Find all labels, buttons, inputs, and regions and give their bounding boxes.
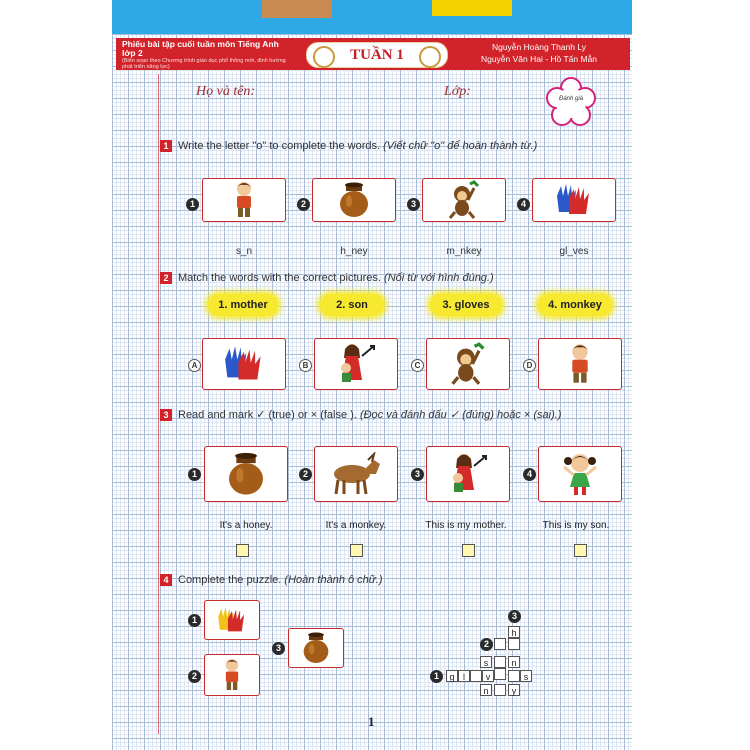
section-3-heading	[160, 408, 561, 421]
section-number: 1	[160, 140, 172, 152]
monkey-icon	[444, 180, 484, 220]
boy-icon	[217, 657, 247, 693]
ex1-picture-honey	[312, 178, 396, 222]
ex3-number: 2	[299, 468, 312, 481]
ex2-picture-gloves	[202, 338, 286, 390]
ex2-letter: A	[188, 359, 201, 372]
ex3-checkbox[interactable]	[350, 544, 363, 557]
ex1-number: 3	[407, 198, 420, 211]
ex1-word: gl_ves	[559, 246, 589, 257]
ex3-picture-honey	[204, 446, 288, 502]
author-line-1: Nguyễn Hoàng Thanh Ly	[491, 42, 587, 52]
ex2-picture-boy	[538, 338, 622, 390]
section-4-heading	[160, 574, 383, 586]
puzzle-cell[interactable]: g	[446, 670, 458, 682]
section-instruction-vn: (Nối từ với hình đúng.)	[384, 272, 494, 284]
monkey-icon	[446, 342, 490, 386]
ex3-sentence: This is my mother.	[425, 520, 507, 531]
author-line-2: Nguyễn Văn Hai - Hồ Tấn Mẫn	[480, 54, 598, 64]
page-number: 1	[368, 714, 375, 729]
puzzle-clue-number: 3	[508, 610, 521, 623]
ex4-number: 3	[272, 642, 285, 655]
ex2-letter: C	[411, 359, 424, 372]
header-authors	[454, 41, 624, 65]
evaluation-label: Đánh giá	[558, 96, 584, 102]
ex1-picture-monkey	[422, 178, 506, 222]
ex1-number: 1	[186, 198, 199, 211]
ex3-checkbox[interactable]	[462, 544, 475, 557]
ex3-number: 1	[188, 468, 201, 481]
ex2-picture-monkey	[426, 338, 510, 390]
ex4-picture-gloves	[204, 600, 260, 640]
honey-pot-icon	[301, 631, 331, 665]
book-cover-strip	[112, 0, 632, 36]
header-title: Phiếu bài tập cuối tuần môn Tiếng Anh lớp 2	[122, 39, 279, 58]
ex2-word-chip: 1. mother	[208, 294, 278, 316]
ex1-word: h_ney	[340, 246, 368, 257]
ex2-word-chip: 4. monkey	[538, 294, 612, 316]
ex3-number: 3	[411, 468, 424, 481]
section-instruction-vn: (Hoàn thành ô chữ.)	[284, 574, 383, 586]
gloves-icon	[215, 605, 249, 635]
ex3-picture-girl	[538, 446, 622, 502]
puzzle-clue-number: 2	[480, 638, 493, 651]
section-instruction: Read and mark ✓ (true) or × (false ).	[178, 409, 357, 421]
cover-block-yellow	[432, 0, 512, 16]
ex3-picture-mother	[426, 446, 510, 502]
week-title: TUẦN 1	[350, 47, 404, 63]
ex1-word: s_n	[235, 246, 253, 257]
puzzle-cell[interactable]	[494, 684, 506, 696]
boy-icon	[227, 180, 261, 220]
puzzle-cell[interactable]	[494, 668, 506, 680]
ex2-picture-mother	[314, 338, 398, 390]
section-instruction-vn: (Đọc và đánh dấu ✓ (đúng) hoặc × (sai).)	[359, 409, 562, 421]
section-1-heading	[160, 140, 537, 152]
ex4-picture-honey	[288, 628, 344, 668]
ex3-sentence: It's a honey.	[219, 520, 273, 531]
section-instruction-vn: (Viết chữ "o" để hoàn thành từ.)	[383, 140, 538, 152]
section-2-heading	[160, 272, 494, 284]
puzzle-cell[interactable]: n	[480, 684, 492, 696]
ex1-number: 2	[297, 198, 310, 211]
ex4-picture-boy	[204, 654, 260, 696]
worksheet-page	[112, 34, 632, 750]
gloves-icon	[553, 182, 595, 218]
ex1-number: 4	[517, 198, 530, 211]
ex2-word-chip: 3. gloves	[430, 294, 502, 316]
ex3-checkbox[interactable]	[236, 544, 249, 557]
evaluation-flower-icon	[544, 76, 598, 130]
puzzle-cell[interactable]: y	[508, 684, 520, 696]
ex4-number: 2	[188, 670, 201, 683]
section-number: 3	[160, 409, 172, 421]
header-left	[122, 40, 294, 70]
section-number: 4	[160, 574, 172, 586]
margin-line	[158, 74, 159, 734]
ex3-checkbox[interactable]	[574, 544, 587, 557]
puzzle-cell[interactable]	[508, 670, 520, 682]
gloves-icon	[220, 344, 268, 384]
puzzle-cell[interactable]	[470, 670, 482, 682]
puzzle-cell[interactable]: v	[482, 670, 494, 682]
name-label: Họ và tên:	[196, 84, 256, 99]
goat-icon	[324, 452, 388, 496]
puzzle-cell[interactable]: l	[458, 670, 470, 682]
ornament-right-icon	[419, 46, 441, 68]
section-instruction: Match the words with the correct pictures.	[178, 272, 381, 284]
ex2-word-chip: 2. son	[320, 294, 384, 316]
ex1-word: m_nkey	[446, 246, 482, 257]
puzzle-cell[interactable]: h	[508, 626, 520, 638]
honey-pot-icon	[337, 181, 371, 219]
puzzle-clue-number: 1	[430, 670, 443, 683]
mother-child-icon	[334, 342, 378, 386]
ex3-sentence: This is my son.	[542, 520, 610, 531]
puzzle-cell[interactable]: s	[520, 670, 532, 682]
puzzle-cell[interactable]	[494, 638, 506, 650]
cover-block-brown	[262, 0, 332, 18]
ex3-sentence: It's a monkey.	[325, 520, 387, 531]
puzzle-cell[interactable]: s	[480, 656, 492, 668]
boy-icon	[561, 342, 599, 386]
girl-icon	[560, 451, 600, 497]
ex4-number: 1	[188, 614, 201, 627]
worksheet-header	[116, 38, 630, 70]
ex1-picture-gloves	[532, 178, 616, 222]
puzzle-cell[interactable]	[494, 656, 506, 668]
section-instruction: Complete the puzzle.	[178, 574, 282, 586]
ornament-left-icon	[313, 46, 335, 68]
puzzle-cell[interactable]	[508, 638, 520, 650]
ex1-picture-boy	[202, 178, 286, 222]
class-label: Lớp:	[444, 84, 471, 99]
ex2-letter: B	[299, 359, 312, 372]
section-number: 2	[160, 272, 172, 284]
week-title-box	[306, 42, 448, 68]
puzzle-cell[interactable]: n	[508, 656, 520, 668]
ex3-picture-goat	[314, 446, 398, 502]
ex3-number: 4	[523, 468, 536, 481]
section-instruction: Write the letter "o" to complete the words.	[178, 140, 381, 152]
honey-pot-icon	[224, 451, 268, 497]
header-subtitle: (Biên soạn theo Chương trình giáo dục phổ thông mới, định hướng phát triển năng lực)	[122, 58, 286, 70]
mother-child-icon	[446, 451, 490, 497]
ex2-letter: D	[523, 359, 536, 372]
